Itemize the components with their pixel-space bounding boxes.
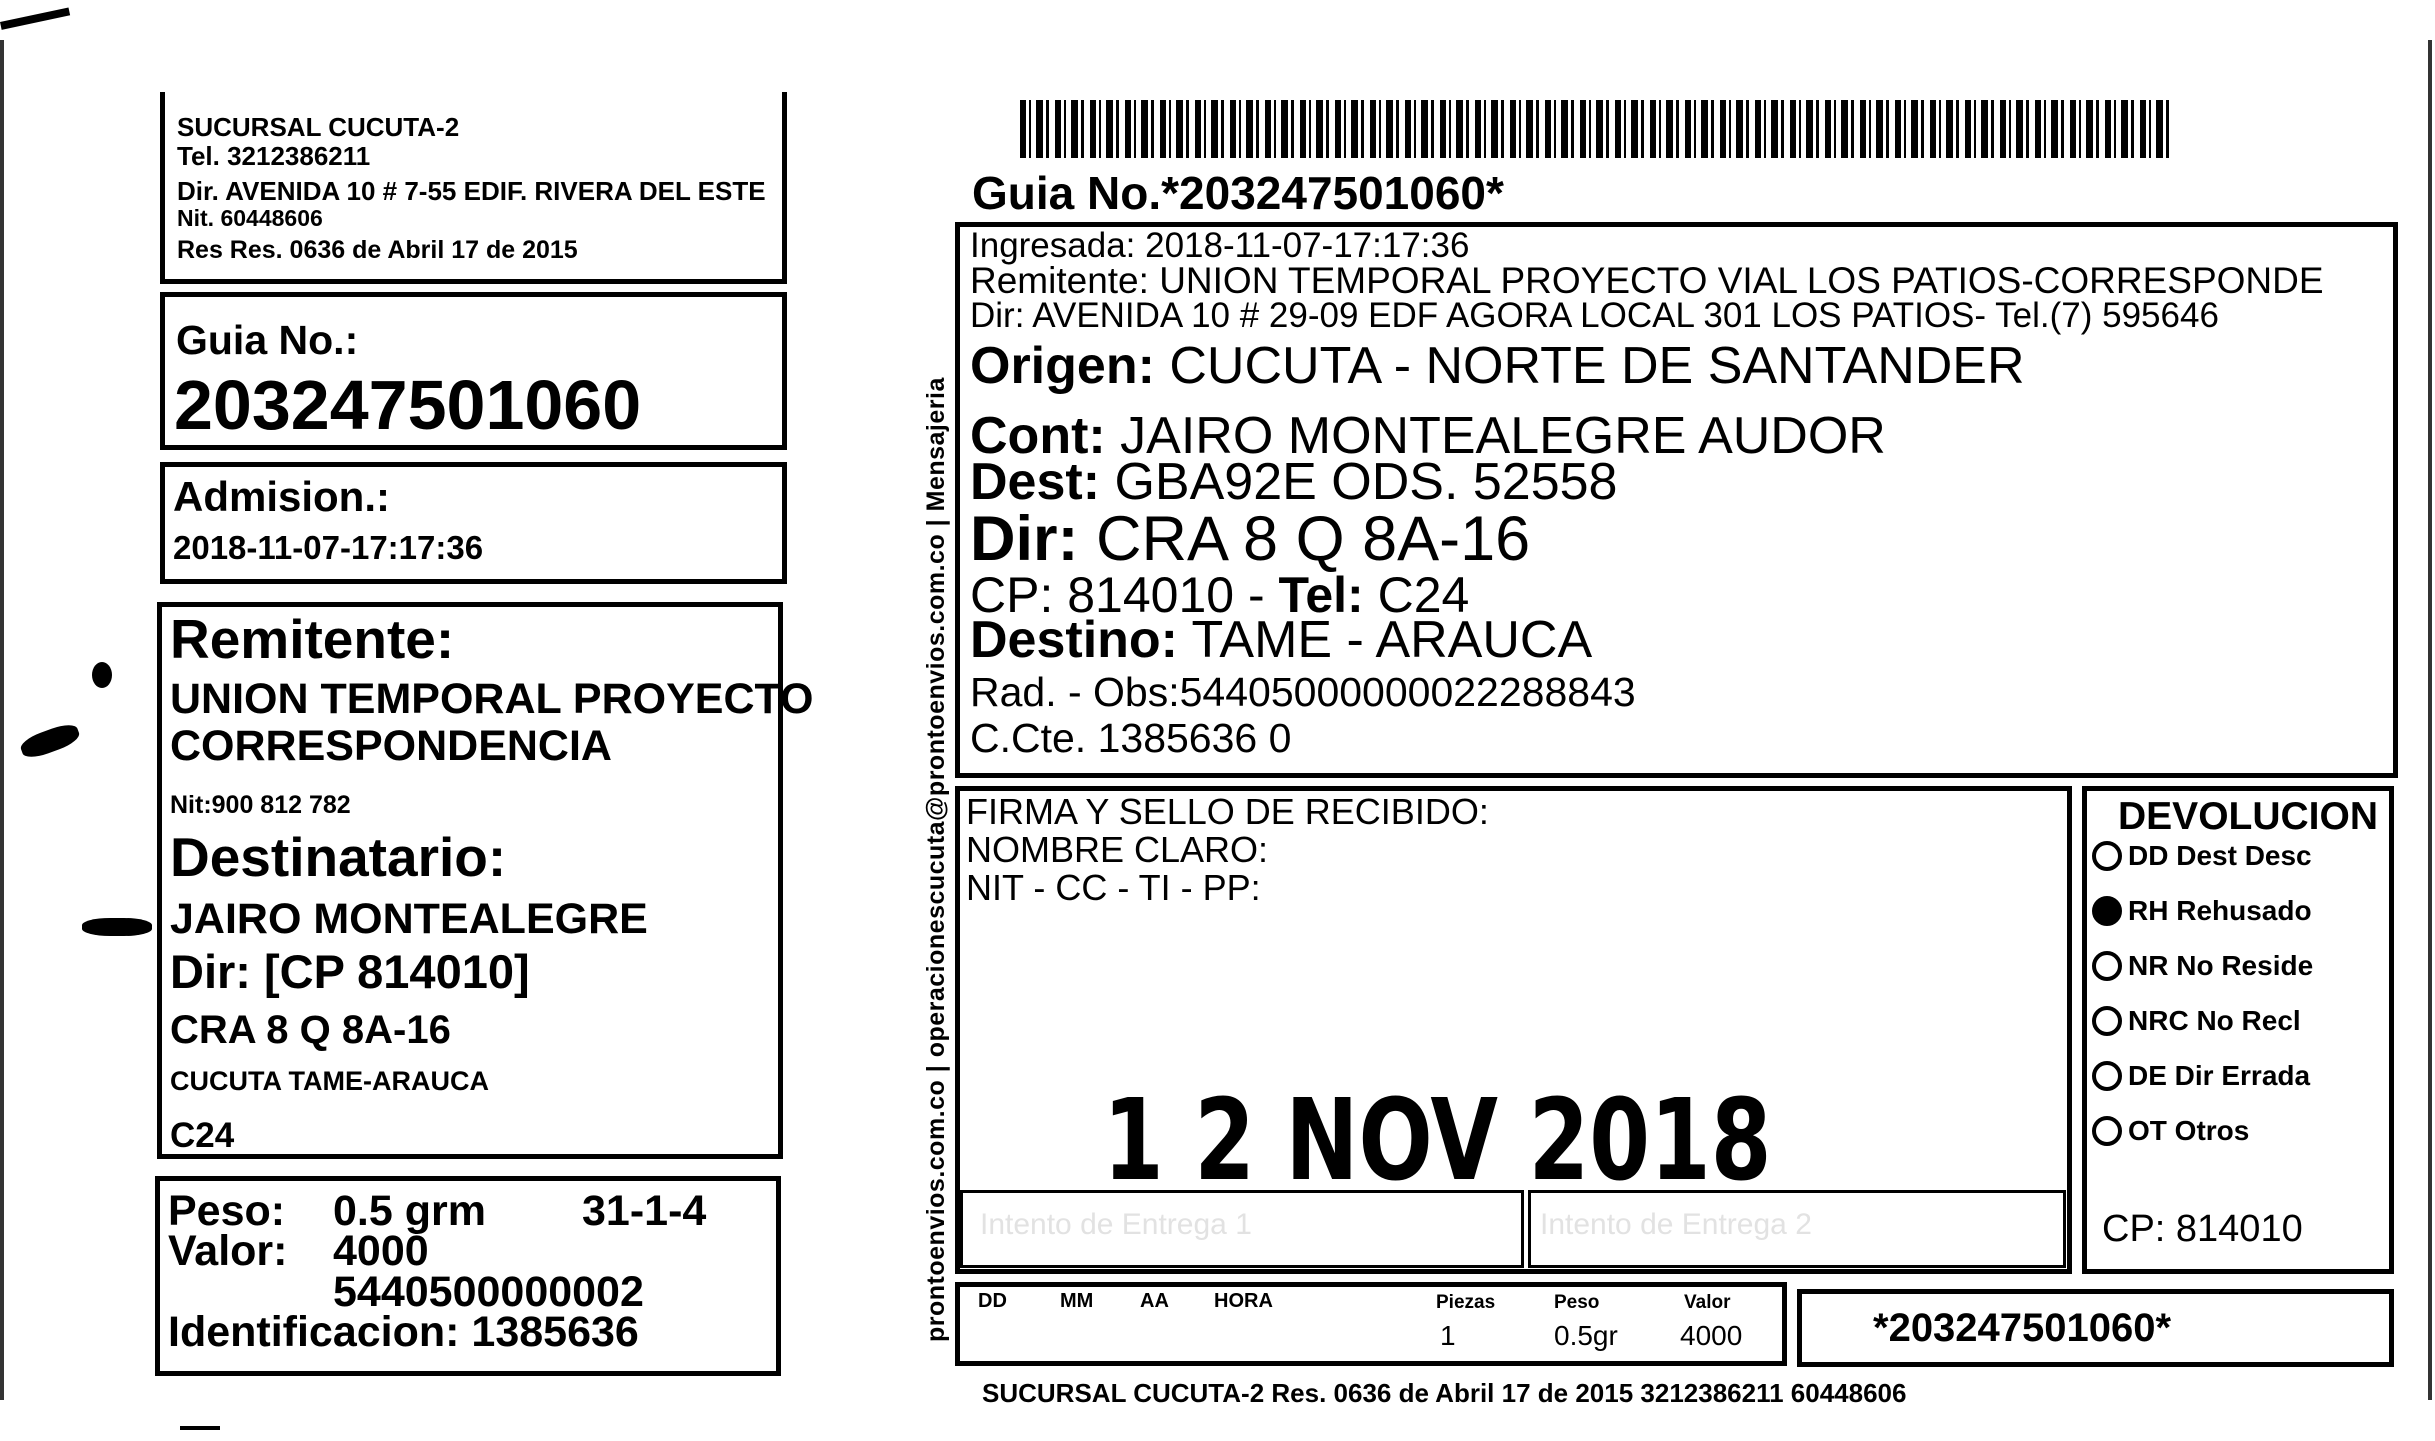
valor-reference: 5440500000002 bbox=[333, 1268, 644, 1316]
remitente-nit: Nit:900 812 782 bbox=[170, 791, 351, 819]
devolucion-title: DEVOLUCION bbox=[2118, 795, 2379, 838]
devolucion-option-label: NR No Reside bbox=[2128, 950, 2314, 981]
nit-line: NIT - CC - TI - PP: bbox=[966, 867, 1261, 908]
origen-line bbox=[970, 337, 2025, 395]
scan-mark-bottom bbox=[180, 1426, 220, 1430]
devolucion-cp: CP: 814010 bbox=[2102, 1208, 2303, 1250]
tel-label: Tel: bbox=[1278, 567, 1364, 623]
devolucion-option-label: OT Otros bbox=[2128, 1115, 2250, 1146]
tel-value: C24 bbox=[1377, 567, 1470, 623]
origen-label: Origen: bbox=[970, 337, 1155, 395]
destinatario-label: Destinatario: bbox=[170, 826, 507, 888]
destinatario-city: CUCUTA TAME-ARAUCA bbox=[170, 1066, 489, 1096]
destinatario-dir: Dir: [CP 814010] bbox=[170, 945, 530, 998]
valor-value: 4000 bbox=[333, 1227, 429, 1275]
value-piezas: 1 bbox=[1440, 1320, 1456, 1351]
destino-value: TAME - ARAUCA bbox=[1191, 611, 1593, 669]
barcode bbox=[1020, 100, 2170, 158]
ingresada-line: Ingresada: 2018-11-07-17:17:36 bbox=[970, 226, 1470, 265]
guia-label: Guia No.: bbox=[176, 317, 359, 363]
ink-blot-1 bbox=[92, 662, 112, 688]
dir-label: Dir: bbox=[970, 504, 1079, 574]
scan-border-left bbox=[0, 40, 4, 1400]
entrega-2-label: Intento de Entrega 2 bbox=[1540, 1208, 1812, 1241]
dest-value: GBA92E ODS. 52558 bbox=[1114, 453, 1618, 511]
admision-label: Admision.: bbox=[173, 473, 390, 520]
destinatario-address: CRA 8 Q 8A-16 bbox=[170, 1008, 451, 1052]
identificacion: Identificacion: 1385636 bbox=[168, 1308, 639, 1356]
rad-line: Rad. - Obs:54405000000022288843 bbox=[970, 669, 1636, 715]
radio-circle-icon[interactable] bbox=[2092, 1006, 2122, 1036]
scan-mark-top-left bbox=[0, 7, 70, 29]
cp-text: CP: 814010 - bbox=[970, 567, 1279, 623]
vertical-contact-text: prontoenvios.com.co | operacionescucuta@prontoenvios.com.co | Mensajeria bbox=[922, 377, 950, 1342]
sucursal-res: Res Res. 0636 de Abril 17 de 2015 bbox=[177, 236, 578, 264]
destino-label: Destino: bbox=[970, 611, 1178, 669]
valor-label: Valor: bbox=[168, 1227, 288, 1275]
dest-label: Dest: bbox=[970, 453, 1101, 511]
devolucion-option[interactable] bbox=[2092, 1115, 2249, 1147]
sucursal-dir: Dir. AVENIDA 10 # 7-55 EDIF. RIVERA DEL ESTE bbox=[177, 176, 766, 206]
destinatario-code: C24 bbox=[170, 1116, 235, 1155]
firma-line: FIRMA Y SELLO DE RECIBIDO: bbox=[966, 791, 1489, 832]
devolucion-option-label: DD Dest Desc bbox=[2128, 840, 2312, 871]
radio-circle-icon[interactable] bbox=[2092, 951, 2122, 981]
ink-blot-3 bbox=[82, 918, 152, 936]
dir-value: CRA 8 Q 8A-16 bbox=[1096, 504, 1531, 574]
cont-label: Cont: bbox=[970, 407, 1106, 465]
devolucion-option[interactable] bbox=[2092, 840, 2312, 872]
scan-border-right bbox=[2428, 40, 2432, 1400]
header-aa: AA bbox=[1140, 1290, 1169, 1312]
remitente-line2: CORRESPONDENCIA bbox=[170, 722, 612, 770]
guia-title: Guia No.*203247501060* bbox=[972, 167, 1504, 219]
header-dd: DD bbox=[978, 1290, 1007, 1312]
peso-code: 31-1-4 bbox=[582, 1187, 707, 1235]
remitente-label: Remitente: bbox=[170, 608, 455, 670]
destino-line bbox=[970, 611, 1593, 669]
devolucion-option[interactable] bbox=[2092, 1005, 2301, 1037]
nombre-line: NOMBRE CLARO: bbox=[966, 829, 1269, 870]
radio-circle-icon[interactable] bbox=[2092, 841, 2122, 871]
sucursal-name: SUCURSAL CUCUTA-2 bbox=[177, 112, 460, 142]
header-peso: Peso bbox=[1554, 1292, 1600, 1313]
dir-remitente-line: Dir: AVENIDA 10 # 29-09 EDF AGORA LOCAL 301 LOS PATIOS- Tel.(7) 595646 bbox=[970, 296, 2219, 335]
devolucion-option-label: RH Rehusado bbox=[2128, 895, 2312, 926]
entrega-1-label: Intento de Entrega 1 bbox=[980, 1208, 1252, 1241]
value-valor: 4000 bbox=[1680, 1320, 1743, 1351]
origen-value: CUCUTA - NORTE DE SANTANDER bbox=[1169, 337, 2025, 395]
radio-circle-icon[interactable] bbox=[2092, 896, 2122, 926]
remitente-line: Remitente: UNION TEMPORAL PROYECTO VIAL LOS PATIOS-CORRESPONDE bbox=[970, 260, 2324, 301]
peso-value: 0.5 grm bbox=[333, 1187, 486, 1235]
remitente-line1: UNION TEMPORAL PROYECTO bbox=[170, 675, 814, 723]
radio-circle-icon[interactable] bbox=[2092, 1061, 2122, 1091]
devolucion-option[interactable] bbox=[2092, 895, 2312, 927]
devolucion-option[interactable] bbox=[2092, 950, 2313, 982]
received-date-stamp: 1 2 NOV 2018 bbox=[1103, 1076, 1772, 1206]
guia-number: 203247501060 bbox=[174, 366, 642, 444]
cont-value: JAIRO MONTEALEGRE AUDOR bbox=[1120, 407, 1886, 465]
admision-value: 2018-11-07-17:17:36 bbox=[173, 529, 484, 566]
sucursal-nit: Nit. 60448606 bbox=[177, 205, 323, 231]
header-mm: MM bbox=[1060, 1290, 1094, 1312]
cte-line: C.Cte. 1385636 0 bbox=[970, 715, 1292, 761]
devolucion-option-label: DE Dir Errada bbox=[2128, 1060, 2311, 1091]
header-valor: Valor bbox=[1684, 1292, 1731, 1313]
sucursal-tel: Tel. 3212386211 bbox=[177, 141, 371, 171]
dest-line bbox=[970, 453, 1618, 511]
radio-circle-icon[interactable] bbox=[2092, 1116, 2122, 1146]
header-piezas: Piezas bbox=[1436, 1292, 1496, 1313]
devolucion-option[interactable] bbox=[2092, 1060, 2310, 1092]
dir-line bbox=[970, 504, 1531, 574]
destinatario-name: JAIRO MONTEALEGRE bbox=[170, 895, 648, 943]
devolucion-option-label: NRC No Recl bbox=[2128, 1005, 2301, 1036]
ink-blot-2 bbox=[18, 720, 82, 761]
barcode-text: *203247501060* bbox=[1873, 1306, 2172, 1350]
header-hora: HORA bbox=[1214, 1290, 1273, 1312]
value-peso: 0.5gr bbox=[1554, 1320, 1618, 1351]
peso-label: Peso: bbox=[168, 1187, 286, 1235]
footer-text: SUCURSAL CUCUTA-2 Res. 0636 de Abril 17 de 2015 3212386211 60448606 bbox=[982, 1378, 1907, 1408]
